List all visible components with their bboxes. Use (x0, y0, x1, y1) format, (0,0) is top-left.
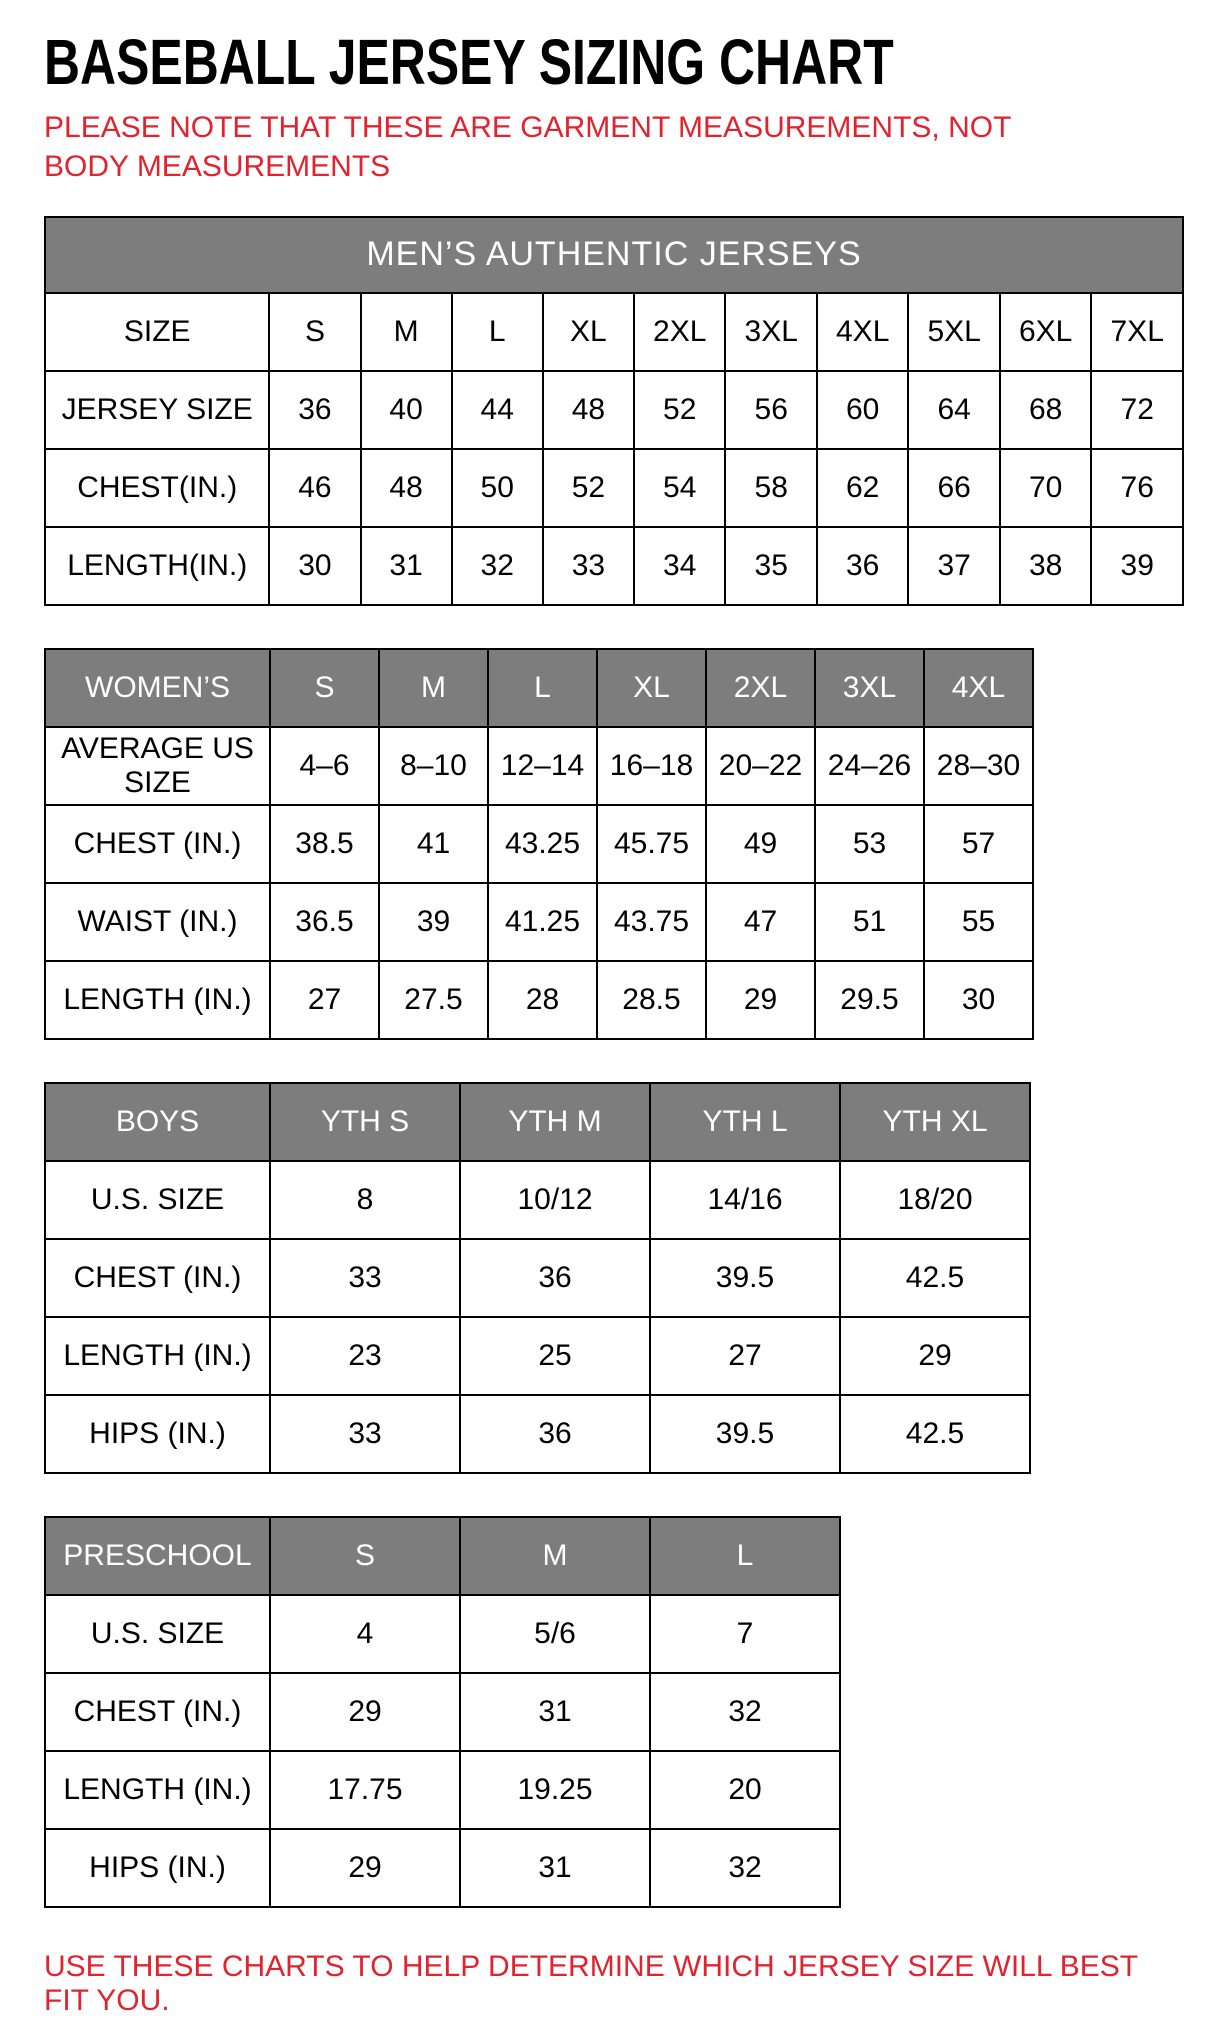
table-cell: 39 (379, 883, 488, 961)
table-cell: 27 (270, 961, 379, 1039)
table-cell: 28–30 (924, 727, 1033, 805)
womens-table (44, 648, 1034, 1040)
row-label: CHEST (IN.) (45, 1239, 270, 1317)
row-label: LENGTH (IN.) (45, 961, 270, 1039)
row-label: JERSEY SIZE (45, 371, 269, 449)
table-cell: 38.5 (270, 805, 379, 883)
row-label: HIPS (IN.) (45, 1395, 270, 1473)
table-cell: 37 (908, 527, 999, 605)
row-label: CHEST (IN.) (45, 1673, 270, 1751)
table-cell: 36.5 (270, 883, 379, 961)
mens-table (44, 216, 1184, 606)
column-header: S (270, 649, 379, 727)
table-cell: 41.25 (488, 883, 597, 961)
table-cell: 46 (269, 449, 360, 527)
garment-measurement-note: PLEASE NOTE THAT THESE ARE GARMENT MEASUREMENTS, NOT BODY MEASUREMENTS (44, 111, 1011, 183)
row-label: SIZE (45, 293, 269, 371)
table-cell: 16–18 (597, 727, 706, 805)
table-cell: 5XL (908, 293, 999, 371)
table-cell: 72 (1091, 371, 1183, 449)
preschool-header-row (45, 1517, 840, 1595)
table-cell: 33 (270, 1239, 460, 1317)
row-label: U.S. SIZE (45, 1595, 270, 1673)
table-cell: 35 (725, 527, 816, 605)
mens-authentic-jerseys-table (44, 216, 1184, 606)
table-cell: 12–14 (488, 727, 597, 805)
table-cell: 53 (815, 805, 924, 883)
table-cell: 7XL (1091, 293, 1183, 371)
table-row (45, 1595, 840, 1673)
column-header: YTH L (650, 1083, 840, 1161)
table-cell: 70 (1000, 449, 1091, 527)
boys-header-row (45, 1083, 1030, 1161)
boys-sizing-table (44, 1082, 1184, 1474)
table-cell: 47 (706, 883, 815, 961)
table-cell: 6XL (1000, 293, 1091, 371)
table-cell: 39.5 (650, 1239, 840, 1317)
row-label: AVERAGE US SIZE (45, 727, 270, 805)
table-cell: 48 (543, 371, 634, 449)
table-cell: 31 (460, 1829, 650, 1907)
column-header: 2XL (706, 649, 815, 727)
table-row (45, 961, 1033, 1039)
table-cell: 41 (379, 805, 488, 883)
column-header: YTH XL (840, 1083, 1030, 1161)
table-cell: 7 (650, 1595, 840, 1673)
table-cell: 51 (815, 883, 924, 961)
table-row (45, 1751, 840, 1829)
column-header: M (460, 1517, 650, 1595)
table-cell: 31 (460, 1673, 650, 1751)
table-row (45, 883, 1033, 961)
row-label: HIPS (IN.) (45, 1829, 270, 1907)
boys-table (44, 1082, 1031, 1474)
table-cell: 33 (543, 527, 634, 605)
row-label: U.S. SIZE (45, 1161, 270, 1239)
table-cell: 34 (634, 527, 725, 605)
table-cell: 50 (452, 449, 543, 527)
table-cell: 29.5 (815, 961, 924, 1039)
table-cell: 36 (460, 1239, 650, 1317)
boys-header-label: BOYS (45, 1083, 270, 1161)
table-cell: 54 (634, 449, 725, 527)
table-cell: 2XL (634, 293, 725, 371)
table-cell: 66 (908, 449, 999, 527)
table-cell: 52 (543, 449, 634, 527)
column-header: L (650, 1517, 840, 1595)
table-cell: 10/12 (460, 1161, 650, 1239)
table-row (45, 805, 1033, 883)
column-header: M (379, 649, 488, 727)
row-label: CHEST(IN.) (45, 449, 269, 527)
row-label: LENGTH (IN.) (45, 1317, 270, 1395)
table-row (45, 1395, 1030, 1473)
row-label: CHEST (IN.) (45, 805, 270, 883)
table-cell: 64 (908, 371, 999, 449)
table-cell: M (361, 293, 452, 371)
table-cell: 23 (270, 1317, 460, 1395)
table-cell: 24–26 (815, 727, 924, 805)
table-cell: 17.75 (270, 1751, 460, 1829)
table-row (45, 1161, 1030, 1239)
table-cell: 29 (270, 1829, 460, 1907)
column-header: YTH M (460, 1083, 650, 1161)
table-cell: 19.25 (460, 1751, 650, 1829)
column-header: 4XL (924, 649, 1033, 727)
table-cell: 58 (725, 449, 816, 527)
table-cell: 8–10 (379, 727, 488, 805)
table-cell: 42.5 (840, 1395, 1030, 1473)
table-cell: 76 (1091, 449, 1183, 527)
table-cell: 4XL (817, 293, 908, 371)
table-cell: 25 (460, 1317, 650, 1395)
table-cell: 32 (650, 1673, 840, 1751)
table-cell: 4–6 (270, 727, 379, 805)
row-label: WAIST (IN.) (45, 883, 270, 961)
table-cell: 29 (270, 1673, 460, 1751)
table-row (45, 1239, 1030, 1317)
table-row (45, 371, 1183, 449)
preschool-sizing-table (44, 1516, 1184, 1908)
column-header: 3XL (815, 649, 924, 727)
table-cell: 4 (270, 1595, 460, 1673)
table-cell: 43.25 (488, 805, 597, 883)
table-cell: S (269, 293, 360, 371)
table-cell: 36 (817, 527, 908, 605)
table-cell: 30 (269, 527, 360, 605)
table-cell: 28 (488, 961, 597, 1039)
table-row (45, 1829, 840, 1907)
table-cell: 60 (817, 371, 908, 449)
table-cell: L (452, 293, 543, 371)
table-cell: 52 (634, 371, 725, 449)
table-row (45, 293, 1183, 371)
table-cell: 32 (452, 527, 543, 605)
column-header: L (488, 649, 597, 727)
womens-sizing-table (44, 648, 1184, 1040)
table-cell: 49 (706, 805, 815, 883)
table-row (45, 527, 1183, 605)
womens-header-label: WOMEN’S (45, 649, 270, 727)
table-cell: 40 (361, 371, 452, 449)
mens-table-title: MEN’S AUTHENTIC JERSEYS (45, 217, 1183, 293)
table-cell: 57 (924, 805, 1033, 883)
table-cell: 28.5 (597, 961, 706, 1039)
table-cell: 45.75 (597, 805, 706, 883)
table-row (45, 727, 1033, 805)
table-cell: 48 (361, 449, 452, 527)
table-cell: 32 (650, 1829, 840, 1907)
table-cell: 27 (650, 1317, 840, 1395)
table-cell: 33 (270, 1395, 460, 1473)
fit-guidance-note: USE THESE CHARTS TO HELP DETERMINE WHICH JERSEY SIZE WILL BEST FIT YOU. (44, 1950, 1138, 2017)
table-row (45, 1317, 1030, 1395)
table-cell: 18/20 (840, 1161, 1030, 1239)
table-cell: 3XL (725, 293, 816, 371)
preschool-header-label: PRESCHOOL (45, 1517, 270, 1595)
table-cell: 42.5 (840, 1239, 1030, 1317)
table-cell: 56 (725, 371, 816, 449)
table-cell: 68 (1000, 371, 1091, 449)
table-cell: 43.75 (597, 883, 706, 961)
table-cell: 20–22 (706, 727, 815, 805)
row-label: LENGTH(IN.) (45, 527, 269, 605)
table-cell: 55 (924, 883, 1033, 961)
preschool-table (44, 1516, 841, 1908)
table-cell: 39.5 (650, 1395, 840, 1473)
page-title: BASEBALL JERSEY SIZING CHART (44, 26, 894, 98)
table-cell: 62 (817, 449, 908, 527)
table-cell: 14/16 (650, 1161, 840, 1239)
table-cell: 39 (1091, 527, 1183, 605)
table-cell: 36 (460, 1395, 650, 1473)
table-cell: XL (543, 293, 634, 371)
table-cell: 44 (452, 371, 543, 449)
table-row (45, 449, 1183, 527)
table-row (45, 1673, 840, 1751)
table-cell: 20 (650, 1751, 840, 1829)
table-cell: 38 (1000, 527, 1091, 605)
table-cell: 29 (840, 1317, 1030, 1395)
column-header: S (270, 1517, 460, 1595)
table-cell: 29 (706, 961, 815, 1039)
table-cell: 8 (270, 1161, 460, 1239)
table-cell: 36 (269, 371, 360, 449)
table-cell: 27.5 (379, 961, 488, 1039)
column-header: XL (597, 649, 706, 727)
womens-header-row (45, 649, 1033, 727)
row-label: LENGTH (IN.) (45, 1751, 270, 1829)
mens-title-row (45, 217, 1183, 293)
table-cell: 31 (361, 527, 452, 605)
table-cell: 5/6 (460, 1595, 650, 1673)
table-cell: 30 (924, 961, 1033, 1039)
column-header: YTH S (270, 1083, 460, 1161)
